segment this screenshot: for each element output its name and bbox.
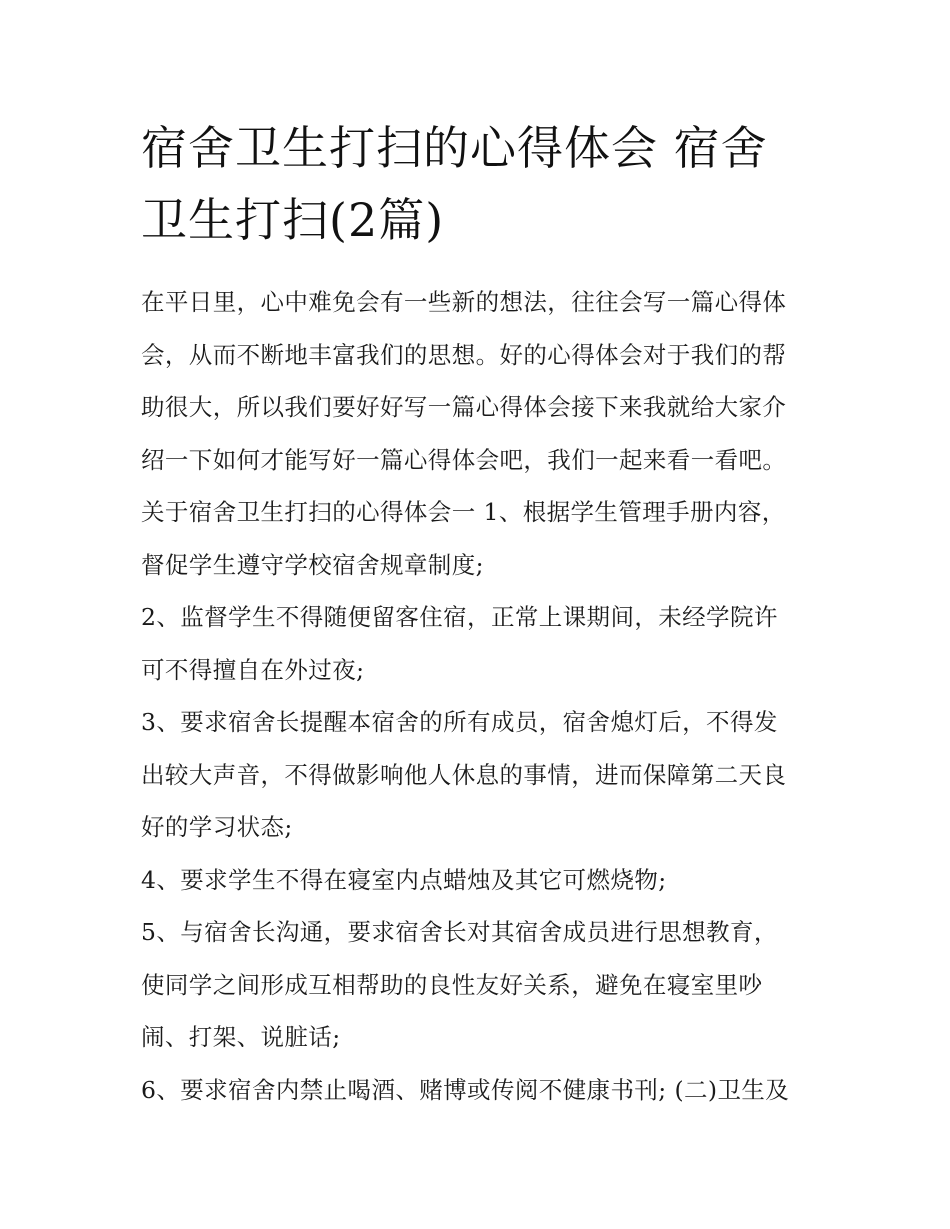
text-line: 会，从而不断地丰富我们的思想。好的心得体会对于我们的帮 — [141, 340, 787, 369]
text-line: 5、与宿舍长沟通，要求宿舍长对其宿舍成员进行思想教育， — [141, 918, 778, 946]
text-line: 绍一下如何才能写好一篇心得体会吧，我们一起来看一看吧。 — [141, 445, 787, 474]
text-line: 6、要求宿舍内禁止喝酒、赌博或传阅不健康书刊; (二)卫生及 — [141, 1075, 790, 1104]
paragraph-item-3 — [141, 696, 821, 854]
text-line: 关于宿舍卫生打扫的心得体会一 1、根据学生管理手册内容， — [141, 498, 786, 526]
text-line: 在平日里，心中难免会有一些新的想法，往往会写一篇心得体 — [141, 288, 787, 316]
text-line: 可不得擅自在外过夜; — [141, 655, 365, 684]
paragraph-item-5 — [141, 906, 821, 1064]
document-body — [141, 276, 821, 1116]
paragraph-item-4 — [141, 854, 821, 907]
text-line: 助很大，所以我们要好好写一篇心得体会接下来我就给大家介 — [141, 393, 787, 421]
paragraph-item-6 — [141, 1064, 821, 1117]
document-content — [141, 112, 821, 1116]
text-line: 督促学生遵守学校宿舍规章制度; — [141, 550, 484, 579]
title-line: 卫生打扫(2篇) — [141, 193, 445, 247]
page-title — [141, 112, 821, 256]
paragraph-intro — [141, 276, 821, 591]
text-line: 3、要求宿舍长提醒本宿舍的所有成员，宿舍熄灯后，不得发 — [141, 708, 778, 736]
text-line: 4、要求学生不得在寝室内点蜡烛及其它可燃烧物; — [141, 865, 667, 894]
text-line: 闹、打架、说脏话; — [141, 1023, 341, 1051]
text-line: 出较大声音，不得做影响他人休息的事情，进而保障第二天良 — [141, 760, 787, 789]
text-line: 2、监督学生不得随便留客住宿，正常上课期间，未经学院许 — [141, 603, 778, 631]
paragraph-item-2 — [141, 591, 821, 696]
text-line: 好的学习状态; — [141, 813, 293, 841]
title-line: 宿舍卫生打扫的心得体会 宿舍 — [141, 121, 768, 175]
text-line: 使同学之间形成互相帮助的良性友好关系，避免在寝室里吵 — [141, 970, 763, 999]
